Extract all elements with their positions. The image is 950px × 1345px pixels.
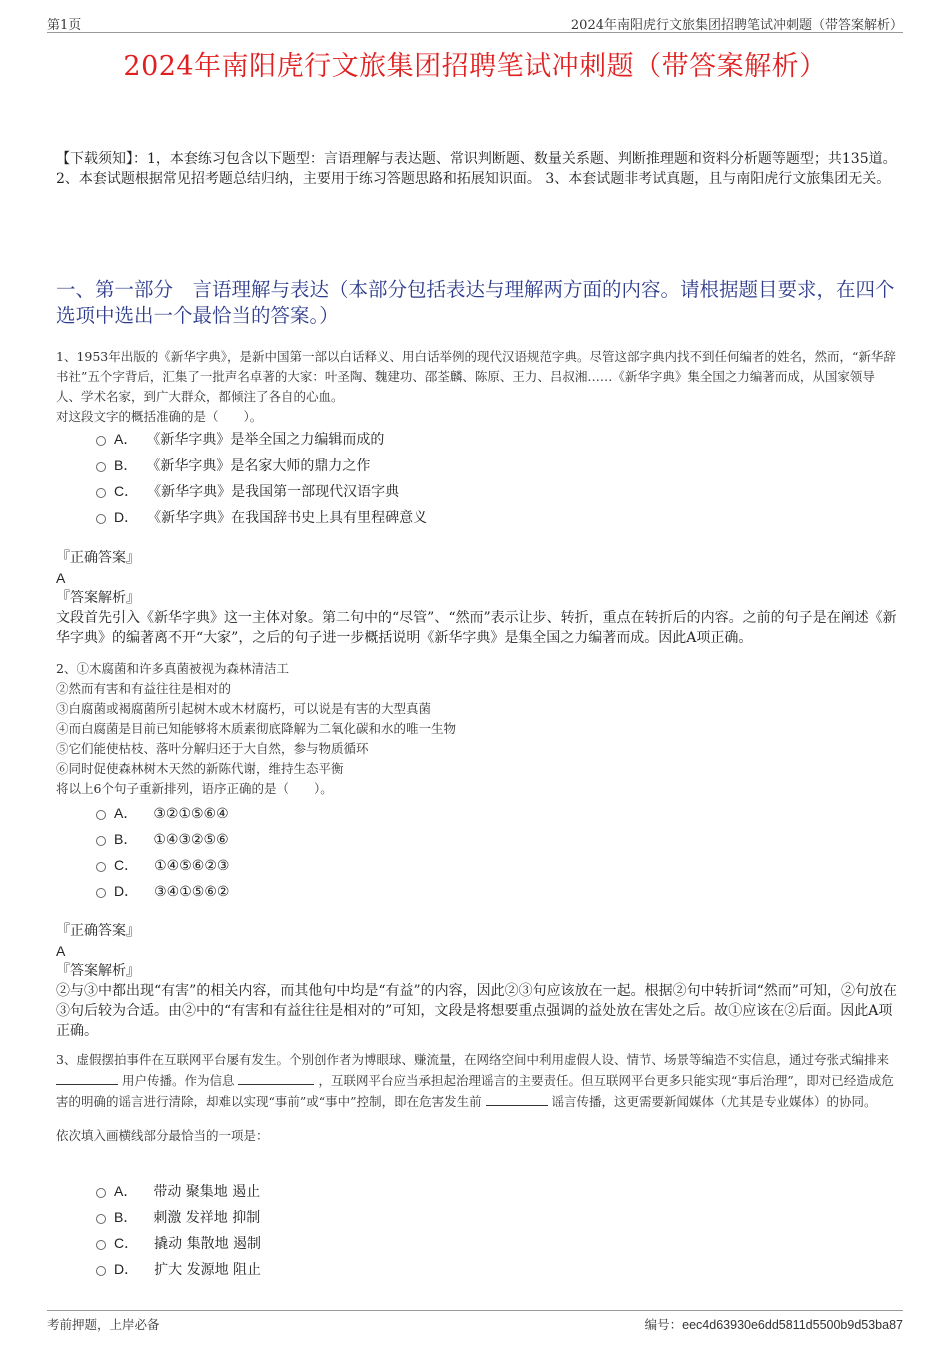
radio-icon[interactable]	[96, 514, 106, 524]
radio-icon[interactable]	[96, 836, 106, 846]
option-b[interactable]: B． ①④③②⑤⑥	[96, 826, 229, 852]
analysis-text: 文段首先引入《新华字典》这一主体对象。第二句中的“尽管”、“然而”表示让步、转折，重点在转折后的内容。之前的句子是在阐述《新华字典》的编著离不开“大家”，之后的句子进一步概括说明《新华字典》是集全国之力编著而成。因此A项正确。	[56, 610, 897, 646]
option-b[interactable]: B． 《新华字典》是名家大师的鼎力之作	[96, 452, 427, 478]
question-2-line: ③白腐菌或褐腐菌所引起树木或木材腐朽，可以说是有害的大型真菌	[56, 701, 432, 716]
fill-blank-3[interactable]	[486, 1091, 548, 1106]
fill-blank-1[interactable]	[56, 1070, 118, 1085]
answer-heading: 『正确答案』	[56, 923, 140, 939]
analysis-heading: 『答案解析』	[56, 590, 140, 606]
radio-icon[interactable]	[96, 1266, 106, 1276]
fill-blank-2[interactable]	[238, 1070, 314, 1085]
question-3-options	[96, 1178, 261, 1282]
question-3-stem: 3、虚假摆拍事件在互联网平台屡有发生。个别创作者为博眼球、赚流量，在网络空间中利用虚假人设、情节、场景等编造不实信息，通过夸张式编排来 用户传播。作为信息 ，互联网平台应当承担起治理谣言的主要责任。但互联网平台更多只能实现“事后治理”，即对已经造成危害的明确的谣言进行清除，却难以实现“事前”或“事中”控制，即在危害发生前 谣言传播，这更需要新闻媒体（尤其是专业媒体）的协同。	[56, 1052, 894, 1109]
question-2-answer	[56, 921, 898, 1041]
option-d[interactable]: D． ③④①⑤⑥②	[96, 878, 229, 904]
option-c[interactable]: C． ①④⑤⑥②③	[96, 852, 229, 878]
question-2-line: ⑥同时促使森林树木天然的新陈代谢，维持生态平衡	[56, 761, 344, 776]
question-3-prompt: 依次填入画横线部分最恰当的一项是：	[56, 1128, 269, 1143]
option-a[interactable]: A． ③②①⑤⑥④	[96, 800, 229, 826]
radio-icon[interactable]	[96, 436, 106, 446]
question-1-answer	[56, 548, 898, 648]
answer-value: A	[56, 570, 66, 586]
question-1-options	[96, 426, 427, 530]
radio-icon[interactable]	[96, 488, 106, 498]
option-c[interactable]: C． 《新华字典》是我国第一部现代汉语字典	[96, 478, 427, 504]
header-doc-title: 2024年南阳虎行文旅集团招聘笔试冲刺题（带答案解析）	[570, 18, 903, 33]
answer-value: A	[56, 943, 66, 959]
radio-icon[interactable]	[96, 462, 106, 472]
radio-icon[interactable]	[96, 888, 106, 898]
page-number: 第1页	[47, 18, 82, 33]
document-title: 2024年南阳虎行文旅集团招聘笔试冲刺题（带答案解析）	[123, 51, 827, 82]
answer-heading: 『正确答案』	[56, 550, 140, 566]
question-2-line: ②然而有害和有益往往是相对的	[56, 681, 232, 696]
page-footer	[47, 1310, 903, 1331]
option-b[interactable]: B． 刺激 发祥地 抑制	[96, 1204, 261, 1230]
footer-code: 编号：eec4d63930e6dd5811d5500b9d53ba87	[644, 1317, 903, 1332]
footer-slogan: 考前押题，上岸必备	[47, 1317, 160, 1332]
section-heading: 一、第一部分 言语理解与表达（本部分包括表达与理解两方面的内容。请根据题目要求，在四个选项中选出一个最恰当的答案。）	[56, 278, 895, 327]
radio-icon[interactable]	[96, 1240, 106, 1250]
download-notice: 【下载须知】：1，本套练习包含以下题型：言语理解与表达题、常识判断题、数量关系题、判断推理题和资料分析题等题型；共135道。 2、本套试题根据常见招考题总结归纳，主要用于练习答题思路和拓展知识面。 3、本套试题非考试真题，且与南阳虎行文旅集团无关。	[56, 151, 897, 187]
option-c[interactable]: C． 撬动 集散地 遏制	[96, 1230, 261, 1256]
radio-icon[interactable]	[96, 810, 106, 820]
radio-icon[interactable]	[96, 1188, 106, 1198]
option-a[interactable]: A． 带动 聚集地 遏止	[96, 1178, 261, 1204]
question-2-line: ⑤它们能使枯枝、落叶分解归还于大自然，参与物质循环	[56, 741, 369, 756]
option-d[interactable]: D． 扩大 发源地 阻止	[96, 1256, 261, 1282]
question-1	[56, 347, 898, 427]
question-2-line: ④而白腐菌是目前已知能够将木质素彻底降解为二氧化碳和水的唯一生物	[56, 721, 457, 736]
option-d[interactable]: D． 《新华字典》在我国辞书史上具有里程碑意义	[96, 504, 427, 530]
option-a[interactable]: A． 《新华字典》是举全国之力编辑而成的	[96, 426, 427, 452]
question-2	[56, 659, 898, 799]
radio-icon[interactable]	[96, 1214, 106, 1224]
question-2-line: 2、①木腐菌和许多真菌被视为森林清洁工	[56, 661, 289, 676]
page-header	[47, 14, 903, 33]
question-2-prompt: 将以上6个句子重新排列，语序正确的是（ ）。	[56, 781, 333, 796]
question-1-stem: 1、1953年出版的《新华字典》，是新中国第一部以白话释义、用白话举例的现代汉语规范字典。尽管这部字典内找不到任何编者的姓名，然而，“新华辞书社”五个字背后，汇集了一批声名卓著的大家：叶圣陶、魏建功、邵荃麟、陈原、王力、吕叔湘……《新华字典》集全国之力编著而成，从国家领导人、学术名家，到广大群众，都倾注了各自的心血。	[56, 349, 896, 404]
question-1-prompt: 对这段文字的概括准确的是（ ）。	[56, 409, 263, 424]
question-3	[56, 1050, 898, 1146]
question-2-options	[96, 800, 229, 904]
analysis-text: ②与③中都出现“有害”的相关内容，而其他句中均是“有益”的内容，因此②③句应该放在一起。根据②句中转折词“然而”可知，②句放在③句后较为合适。由②中的“有害和有益往往是相对的”可知，文段是将想要重点强调的益处放在害处之后。故①应该在②后面。因此A项正确。	[56, 983, 897, 1039]
analysis-heading: 『答案解析』	[56, 963, 140, 979]
radio-icon[interactable]	[96, 862, 106, 872]
